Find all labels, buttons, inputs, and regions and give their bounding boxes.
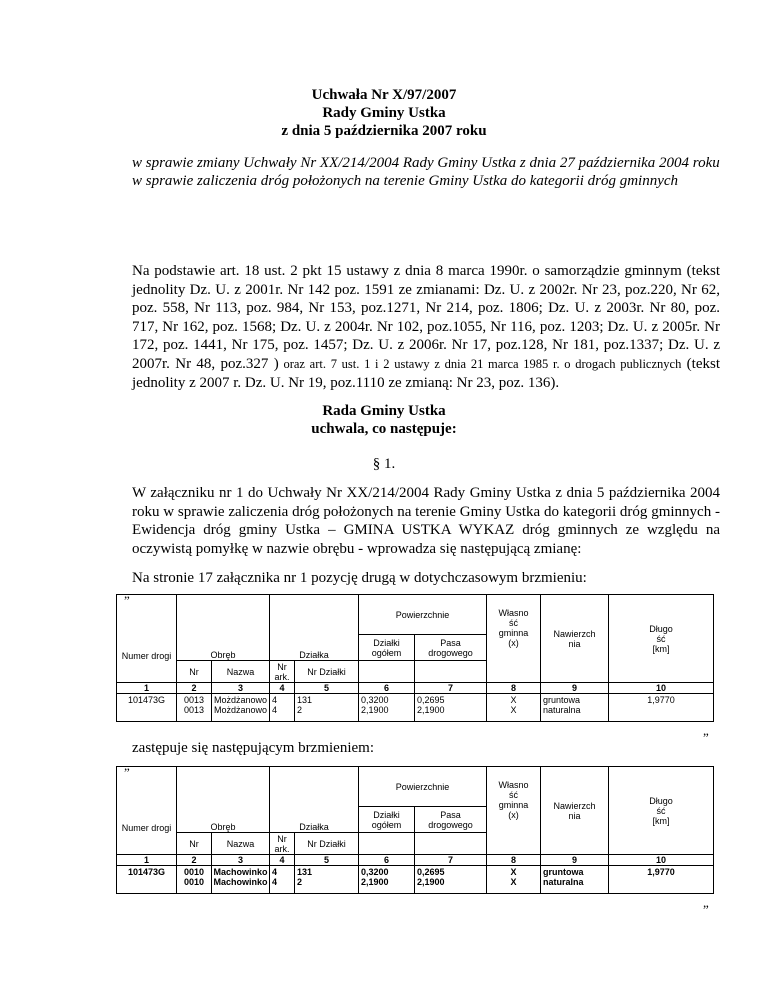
header-dlugosc: Długo ść [km]: [609, 767, 714, 855]
column-number-row: 1 2 3 4 5 6 7 8 9 10: [117, 683, 714, 694]
title-line-3: z dnia 5 października 2007 roku: [281, 123, 487, 139]
table-row: 101473G 0010 0010 Machowinko Machowinko 4 4 131 2 0,3200 2,1900 0,2695 2,1900 X X gruntowa naturalna 1,9770: [117, 866, 714, 894]
header-pasa-drogowego: Pasa drogowego: [415, 635, 487, 661]
header-wlasnosc: Własno ść gminna (x): [487, 595, 541, 661]
road-number: 101473G: [117, 866, 177, 894]
legal-basis-paragraph: [132, 262, 720, 392]
resolution-title: [0, 86, 768, 140]
header-dzialki-ogolem: Działki ogółem: [359, 635, 415, 661]
header-obreb: Obręb: [177, 595, 270, 661]
header-nr: Nr: [177, 833, 212, 855]
header-wlasnosc: Własno ść gminna (x): [487, 767, 541, 833]
replacement-line: zastępuje się następującym brzmieniem:: [132, 740, 374, 756]
header-nawierzchnia: Nawierzch nia: [541, 595, 609, 683]
header-nr-dzialki: Nr Działki: [295, 661, 359, 683]
quote-close-1: ”: [703, 730, 709, 745]
header-numer-drogi: Numer drogi: [117, 767, 177, 833]
header-dzialka: Działka: [270, 595, 359, 661]
header-dzialka: Działka: [270, 767, 359, 833]
subject-line-1: w sprawie zmiany Uchwały Nr XX/214/2004 Rady Gminy Ustka z dnia 27 października 2004 roku: [132, 155, 720, 171]
header-dzialki-ogolem: Działki ogółem: [359, 807, 415, 833]
council-name: Rada Gminy Ustka: [322, 403, 446, 419]
header-nr-ark: Nr ark.: [270, 833, 295, 855]
road-table-original: [116, 594, 714, 722]
header-nazwa: Nazwa: [212, 661, 270, 683]
resolves-line: uchwala, co następuje:: [311, 421, 457, 437]
header-dlugosc: Długo ść [km]: [609, 595, 714, 683]
header-nr: Nr: [177, 661, 212, 683]
column-number-row: 1 2 3 4 5 6 7 8 9 10: [117, 855, 714, 866]
quote-open-1: „: [124, 586, 130, 601]
title-line-2: Rady Gminy Ustka: [322, 105, 446, 121]
body-paragraph: W załączniku nr 1 do Uchwały Nr XX/214/2004 Rady Gminy Ustka z dnia 5 października 2004 roku w sprawie zaliczenia dróg położonych na terenie Gminy Ustka do kategorii dróg gminnych - Ewidencja dróg gminy Ustka – GMINA USTKA WYKAZ dróg gminnych ze względu na oczywistą pomyłkę w nazwie obrębu - wprowadza się następującą zmianę:: [132, 485, 720, 557]
table-row: 101473G 0013 0013 Możdżanowo Możdżanowo 4 4 131 2 0,3200 2,1900 0,2695 2,1900 X X gruntowa naturalna 1,9770: [117, 694, 714, 722]
legal-basis-tail: (tekst jednolity z 2007 r. Dz. U. Nr 19, poz.1110 ze zmianą: Nr 23, poz. 136).: [132, 355, 720, 391]
header-obreb: Obręb: [177, 767, 270, 833]
header-pasa-drogowego: Pasa drogowego: [415, 807, 487, 833]
header-numer-drogi: Numer drogi: [117, 595, 177, 661]
header-nazwa: Nazwa: [212, 833, 270, 855]
quote-open-2: „: [124, 758, 130, 773]
title-line-1: Uchwała Nr X/97/2007: [311, 87, 457, 103]
header-powierzchnie: Powierzchnie: [359, 767, 487, 807]
header-nr-dzialki: Nr Działki: [295, 833, 359, 855]
road-table-replacement: [116, 766, 714, 894]
header-nr-ark: Nr ark.: [270, 661, 295, 683]
subject-line-2: w sprawie zaliczenia dróg położonych na terenie Gminy Ustka do kategorii dróg gminnych: [132, 173, 679, 189]
council-resolves: [0, 402, 768, 438]
header-powierzchnie: Powierzchnie: [359, 595, 487, 635]
legal-basis-main: Na podstawie art. 18 ust. 2 pkt 15 ustawy z dnia 8 marca 1990r. o samorządzie gminnym (tekst jednolity Dz. U. z 2001r. Nr 142 poz. 1591 ze zmianami: Dz. U. z 2002r. Nr 23, poz.220, Nr 62, poz. 558, Nr 113, poz. 984, Nr 153, poz.1271, Nr 214, poz. 1806; Dz. U. z 2003r. Nr 80, poz. 717, Nr 162, poz. 1568; Dz. U. z 2004r. Nr 102, poz.1055, Nr 116, poz. 1203; Dz. U. z 2005r. Nr 172, poz. 1441, Nr 175, poz. 1457; Dz. U. z 2006r. Nr 17, poz.128, Nr 181, poz.1337; Dz. U. z 2007r. Nr 48, poz.327 ): [132, 263, 720, 372]
road-number: 101473G: [117, 694, 177, 722]
section-mark: § 1.: [372, 456, 396, 472]
legal-basis-small: oraz art. 7 ust. 1 i 2 ustawy z dnia 21 marca 1985 r. o drogach publicznych: [278, 356, 682, 371]
quote-close-2: ”: [703, 902, 709, 917]
resolution-subject: [132, 154, 722, 190]
page-reference-line: Na stronie 17 załącznika nr 1 pozycję drugą w dotychczasowym brzmieniu:: [132, 570, 587, 586]
header-nawierzchnia: Nawierzch nia: [541, 767, 609, 855]
